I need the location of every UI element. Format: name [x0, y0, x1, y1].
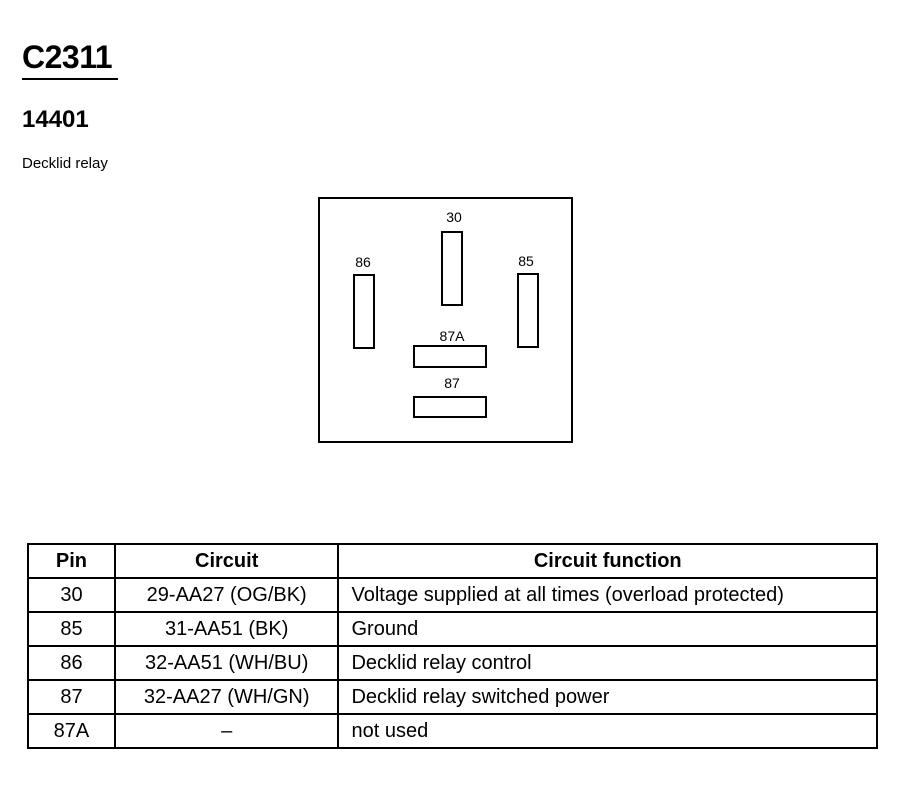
- pin-slot-86: [353, 274, 375, 349]
- circuit-function-cell: Decklid relay switched power: [338, 680, 877, 714]
- table-row: [28, 714, 877, 748]
- part-number: 14401: [22, 106, 89, 133]
- circuit-cell: –: [115, 714, 339, 748]
- circuit-function-cell: Decklid relay control: [338, 646, 877, 680]
- pin-cell: 30: [28, 578, 115, 612]
- pin-cell: 87A: [28, 714, 115, 748]
- pin-label-87: 87: [444, 375, 460, 391]
- table-row: [28, 680, 877, 714]
- pin-label-30: 30: [446, 209, 462, 225]
- circuit-cell: 32-AA51 (WH/BU): [115, 646, 339, 680]
- pin-cell: 86: [28, 646, 115, 680]
- pin-label-86: 86: [355, 254, 371, 270]
- connector-id: C2311: [22, 39, 113, 75]
- pin-cell: 85: [28, 612, 115, 646]
- pin-label-87A: 87A: [439, 328, 465, 344]
- pin-label-85: 85: [518, 253, 534, 269]
- table-row: [28, 646, 877, 680]
- pin-slot-87A: [413, 345, 487, 368]
- circuit-function-cell: Voltage supplied at all times (overload protected): [338, 578, 877, 612]
- column-header-circuit: Circuit: [115, 544, 339, 578]
- circuit-function-cell: Ground: [338, 612, 877, 646]
- pin-slot-30: [441, 231, 463, 306]
- column-header-circuit-function: Circuit function: [338, 544, 877, 578]
- table-header-row: [28, 544, 877, 578]
- pin-cell: 87: [28, 680, 115, 714]
- relay-connector-face: [318, 197, 573, 443]
- circuit-cell: 29-AA27 (OG/BK): [115, 578, 339, 612]
- table-row: [28, 612, 877, 646]
- circuit-cell: 32-AA27 (WH/GN): [115, 680, 339, 714]
- circuit-cell: 31-AA51 (BK): [115, 612, 339, 646]
- table-row: [28, 578, 877, 612]
- pin-slot-87: [413, 396, 487, 418]
- circuit-function-cell: not used: [338, 714, 877, 748]
- component-description: Decklid relay: [22, 155, 108, 172]
- pin-function-table: [27, 543, 878, 749]
- pin-slot-85: [517, 273, 539, 348]
- column-header-pin: Pin: [28, 544, 115, 578]
- connector-id-underline: [22, 78, 118, 80]
